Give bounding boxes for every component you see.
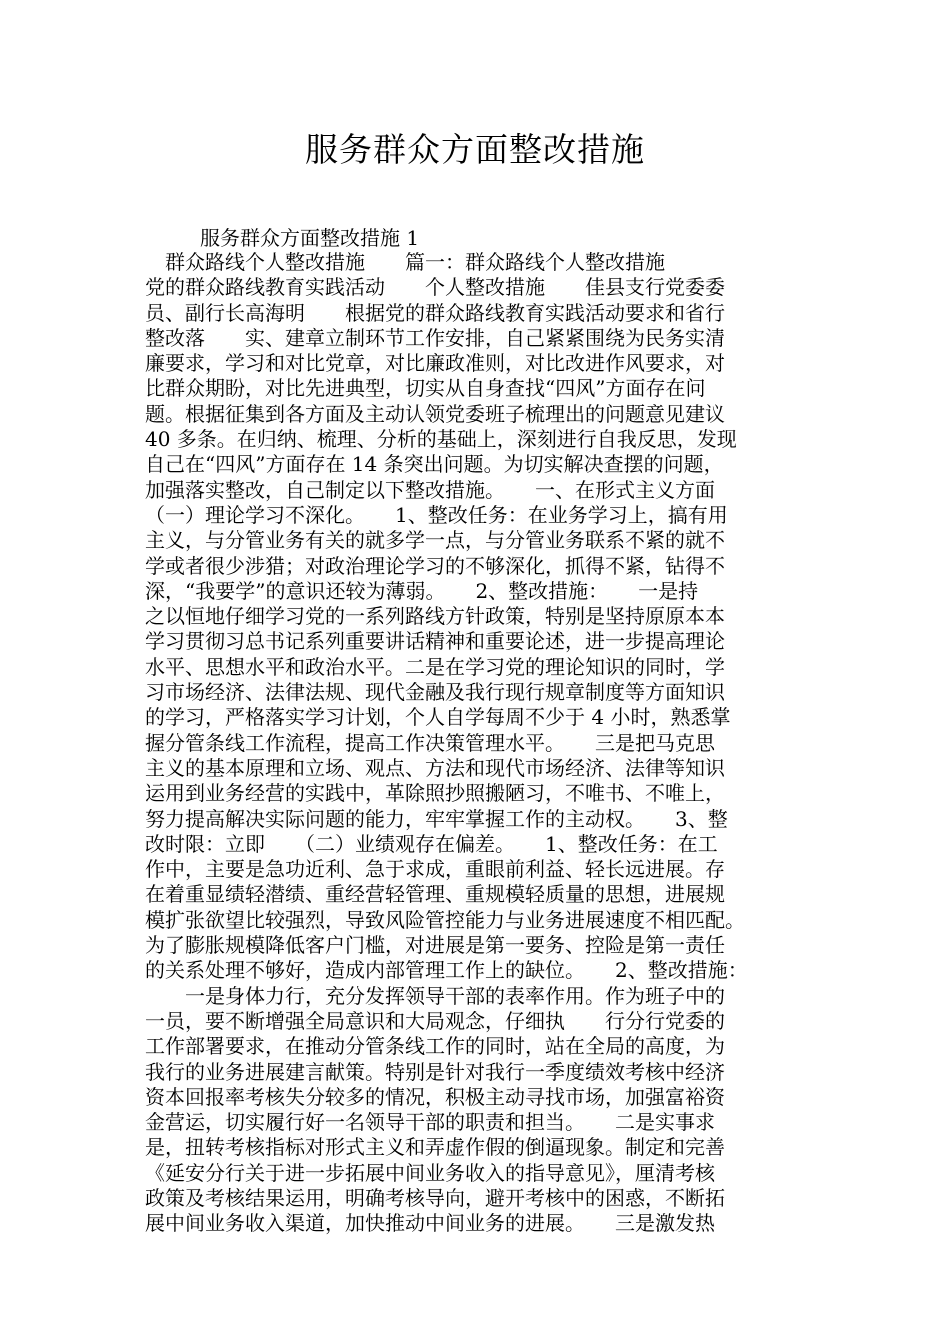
body-line: 之以恒地仔细学习党的一系列路线方针政策，特别是坚持原原本本 [145,604,725,629]
body-line: 员、副行长高海明 根据党的群众路线教育实践活动要求和省行 [145,300,725,325]
body-line: 我行的业务进展建言献策。特别是针对我行一季度绩效考核中经济 [145,1059,725,1084]
body-line: 主义的基本原理和立场、观点、方法和现代市场经济、法律等知识 [145,755,725,780]
body-line: 学或者很少涉猎；对政治理论学习的不够深化，抓得不紧，钻得不 [145,553,725,578]
body-line: 作中，主要是急功近利、急于求成，重眼前利益、轻长远进展。存 [145,857,725,882]
body-line: 政策及考核结果运用，明确考核导向，避开考核中的困惑，不断拓 [145,1185,725,1210]
document-subtitle: 服务群众方面整改措施 1 [200,226,420,250]
body-line: 为了膨胀规模降低客户门槛，对进展是第一要务、控险是第一责任 [145,933,725,958]
body-line: 40 多条。在归纳、梳理、分析的基础上，深刻进行自我反思，发现 [145,427,737,452]
body-line: 水平、思想水平和政治水平。二是在学习党的理论知识的同时，学 [145,654,725,679]
body-line: 的关系处理不够好，造成内部管理工作上的缺位。 2、整改措施： [145,958,748,983]
body-line: 展中间业务收入渠道，加快推动中间业务的进展。 三是激发热 [145,1211,715,1236]
body-line: 主义，与分管业务有关的就多学一点，与分管业务联系不紧的就不 [145,528,725,553]
document-title: 服务群众方面整改措施 [305,130,645,169]
body-line: 在着重显绩轻潜绩、重经营轻管理、重规模轻质量的思想，进展规 [145,882,725,907]
body-line: 深，“我要学”的意识还较为薄弱。 2、整改措施： 一是持 [145,578,699,603]
body-line: 工作部署要求，在推动分管条线工作的同时，站在全局的高度，为 [145,1034,725,1059]
body-line: 一是身体力行，充分发挥领导干部的表率作用。作为班子中的 [145,983,725,1008]
body-line: 习市场经济、法律法规、现代金融及我行现行规章制度等方面知识 [145,680,725,705]
document-body [145,250,845,1237]
body-line: 的学习，严格落实学习计划，个人自学每周不少于 4 小时，熟悉掌 [145,705,731,730]
body-line: 群众路线个人整改措施 篇一：群众路线个人整改措施 [145,250,665,274]
body-line: 努力提高解决实际问题的能力，牢牢掌握工作的主动权。 3、整 [145,806,728,831]
body-line: 党的群众路线教育实践活动 个人整改措施 佳县支行党委委 [145,275,725,300]
body-line: 廉要求，学习和对比党章，对比廉政准则，对比改进作风要求，对 [145,351,725,376]
body-line: 运用到业务经营的实践中，革除照抄照搬陋习，不唯书、不唯上， [145,781,725,806]
body-line: 题。根据征集到各方面及主动认领党委班子梳理出的问题意见建议 [145,401,725,426]
body-line: 改时限：立即 （二）业绩观存在偏差。 1、整改任务：在工 [145,831,718,856]
body-line: （一）理论学习不深化。 1、整改任务：在业务学习上，搞有用 [145,502,728,527]
body-line: 是，扭转考核指标对形式主义和弄虚作假的倒逼现象。制定和完善 [145,1135,725,1160]
body-line: 自己在“四风”方面存在 14 条突出问题。为切实解决查摆的问题， [145,452,724,477]
body-line: 加强落实整改，自己制定以下整改措施。 一、在形式主义方面 [145,477,715,502]
body-line: 模扩张欲望比较强烈，导致风险管控能力与业务进展速度不相匹配。 [145,907,745,932]
body-line: 金营运，切实履行好一名领导干部的职责和担当。 二是实事求 [145,1110,715,1135]
body-line: 资本回报率考核失分较多的情况，积极主动寻找市场，加强富裕资 [145,1084,725,1109]
body-line: 整改落 实、建章立制环节工作安排，自己紧紧围绕为民务实清 [145,325,725,350]
body-line: 一员，要不断增强全局意识和大局观念，仔细执 行分行党委的 [145,1008,725,1033]
body-line: 握分管条线工作流程，提高工作决策管理水平。 三是把马克思 [145,730,715,755]
body-line: 《延安分行关于进一步拓展中间业务收入的指导意见》，厘清考核 [145,1160,715,1185]
body-line: 学习贯彻习总书记系列重要讲话精神和重要论述，进一步提高理论 [145,629,725,654]
body-line: 比群众期盼，对比先进典型，切实从自身查找“四风”方面存在问 [145,376,706,401]
